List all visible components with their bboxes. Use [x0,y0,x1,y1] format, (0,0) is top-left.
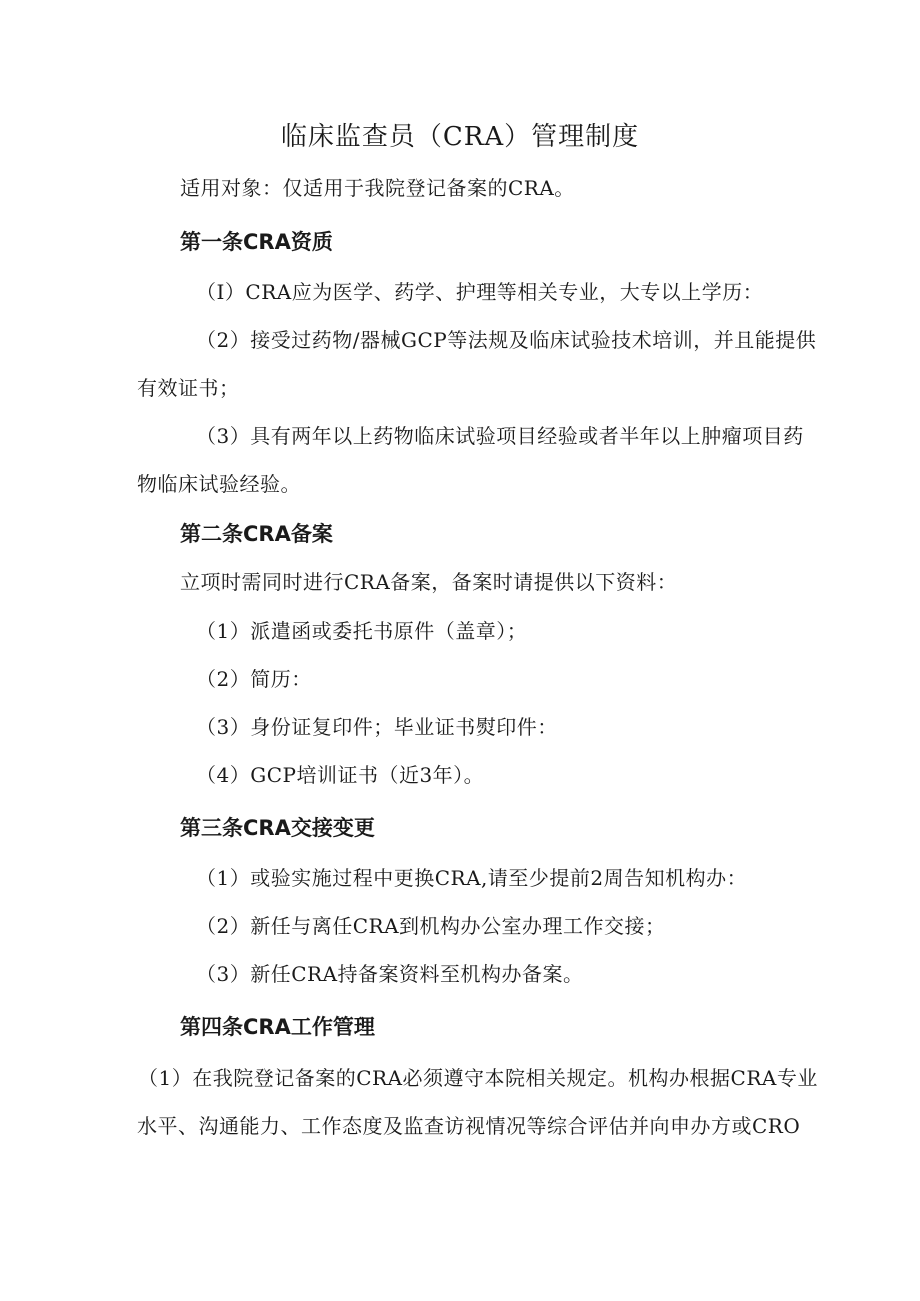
article-1-item-3-continued: 物临床试验经验。 [137,472,301,496]
scope-statement: 适用对象：仅适用于我院登记备案的CRA。 [180,176,575,200]
article-3-heading: 第三条CRA交接变更 [180,816,375,840]
document-title: 临床监查员（CRA）管理制度 [280,122,640,152]
article-2-item-3: （3）身份证复印件；毕业证书熨印件： [196,715,558,739]
article-1-heading: 第一条CRA资质 [180,230,333,254]
article-2-item-1: （1）派遣函或委托书原件（盖章）； [196,619,528,643]
article-1-item-1: （I）CRA应为医学、药学、护理等相关专业，大专以上学历： [196,280,764,304]
article-2-heading: 第二条CRA备案 [180,522,333,546]
article-2-item-4: （4）GCP培训证书（近3年）。 [196,763,485,787]
article-1-item-3: （3）具有两年以上药物临床试验项目经验或者半年以上肿瘤项目药 [196,424,804,448]
article-4-item-1-continued: 水平、沟通能力、工作态度及监查访视情况等综合评估并向申办方或CRO [137,1114,801,1138]
article-4-item-1: （1）在我院登记备案的CRA必须遵守本院相关规定。机构办根据CRA专业 [138,1066,818,1090]
article-1-item-2-continued: 有效证书； [137,376,240,400]
article-2-item-2: （2）简历： [196,667,312,691]
article-1-item-2: （2）接受过药物/器械GCP等法规及临床试验技术培训，并且能提供 [196,328,817,352]
article-3-item-3: （3）新任CRA持备案资料至机构办备案。 [196,962,584,986]
article-4-heading: 第四条CRA工作管理 [180,1015,375,1039]
article-3-item-1: （1）或验实施过程中更换CRA,请至少提前2周告知机构办： [196,866,748,890]
article-2-intro: 立项时需同时进行CRA备案，备案时请提供以下资料： [180,570,678,594]
article-3-item-2: （2）新任与离任CRA到机构办公室办理工作交接； [196,914,666,938]
